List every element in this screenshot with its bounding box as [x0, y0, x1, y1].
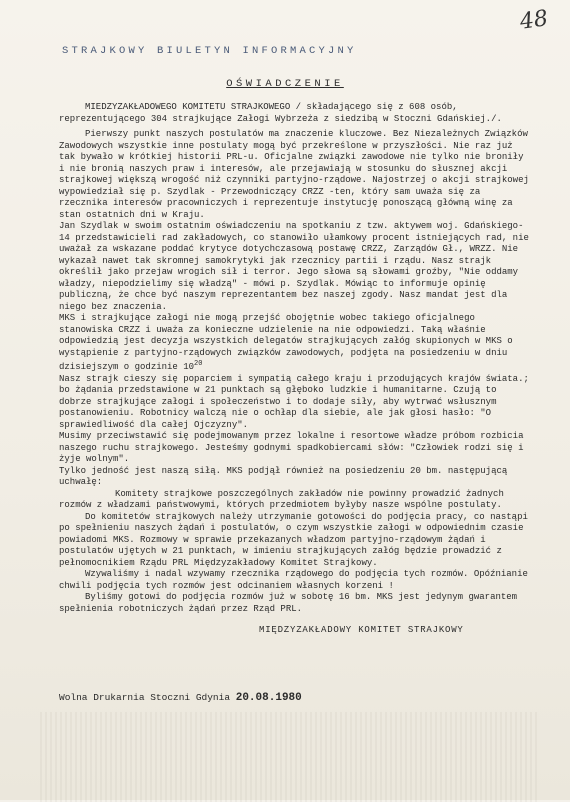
handwritten-page-number: 48: [518, 6, 550, 35]
paragraph-resolution-1: Komitety strajkowe poszczególnych zakładów nie powinny prowadzić żadnych rozmów z władzami państwowymi, których przedmiotem byłyby nasze wspólne postulaty.: [59, 488, 504, 510]
signature: MIĘDZYZAKŁADOWY KOMITET STRAJKOWY: [259, 625, 464, 635]
paragraph-intro: MIEDZYZAKŁADOWEGO KOMITETU STRAJKOWEGO / składającego się z 608 osób, reprezentującego 304 strajkujące Załogi Wybrzeża z siedzibą w Stoczni Gdańskiej./.: [59, 102, 502, 124]
document-date: 20.08.1980: [235, 692, 302, 704]
paragraph-call: Wzywaliśmy i nadal wzywamy rzecznika rządowego do podjęcia tych rozmów. Opóźnianie chwili podjęcia tych rozmów jest odcinaniem własnych korzeni !: [59, 569, 528, 591]
statement-body: [59, 102, 529, 637]
paragraph-resolution-2: Do komitetów strajkowych należy utrzymanie gotowości do podjęcia pracy, co nastąpi po spełnieniu naszych żądań i postulatów, o czym wszystkie załogi w odpowiednim czasie powiadomi MKS. Rozmowy w sprawie przekazanych władzom partyjno-rządowym żądań i postulatów ujętych w 21 punktach, w imieniu strajkujących załóg będzie prowadzić z pełnomocnikiem Rządu PRL Międzyzakładowy Komitet Strajkowy.: [59, 511, 528, 568]
paragraph-support: Nasz strajk cieszy się poparciem i sympatią całego kraju i przodujących krajów świata.; bo żądania przedstawione w 21 punktach są głęboko ludzkie i humanitarne. Czują to dobrze strajkujące załogi i społeczeństwo i to dodaje siły, aby wytrwać wsłusznym postanowieniu. Robotnicy walczą nie o ochłap dla siebie, ale jak głosi hasło: "O sprawiedliwość dla całej Ojczyzny".: [59, 373, 529, 430]
paragraph-mks-response: [59, 313, 529, 374]
hour-superscript: 20: [194, 360, 203, 368]
footer: [59, 692, 529, 704]
paragraph-mks-response-text: MKS i strajkujące załogi nie mogą przejść obojętnie wobec takiego oficjalnego stanowiska CRZZ i uważa za konieczne udzielenie na nie odpowiedzi. Taką właśnie odpowiedzią jest decyzja wszystkich delegatów strajkujących załóg skupionych w MKS o wystąpienie z partyjno-rządowych związków zawodowych, podjęta na posiedzeniu w dniu dzisiejszym o godzinie 10: [59, 313, 513, 372]
ink-smudge: [40, 712, 540, 802]
bulletin-header: STRAJKOWY BIULETYN INFORMACYJNY: [62, 45, 357, 57]
paragraph-readiness: Byliśmy gotowi do podjęcia rozmów już w sobotę 16 bm. MKS jest jedynym gwarantem spełnienia robotniczych żądań przez Rząd PRL.: [59, 592, 518, 614]
document-title: OŚWIADCZENIE: [226, 78, 344, 90]
printer-name: Wolna Drukarnia Stoczni Gdynia: [59, 692, 231, 703]
paragraph-unity: Tylko jedność jest naszą siłą. MKS podjął również na posiedzeniu 20 bm. następującą uchwałę:: [59, 465, 508, 487]
paragraph-resist: Musimy przeciwstawić się podejmowanym przez lokalne i resortowe władze próbom rozbicia naszego ruchu strajkowego. Jesteśmy godnymi spadkobiercami słów: "Człowiek rodzi się i żyje wolnym".: [59, 431, 524, 464]
paragraph-first-point: Pierwszy punkt naszych postulatów ma znaczenie kluczowe. Bez Niezależnych Związków Zawodowych wszystkie inne postulaty mogą być przekreślone w przyszłości. Nie raz już tak bywało w krótkiej historii PRL-u. Oficjalne związki zawodowe nie tylko nie broniły i nie bronią naszych praw i interesów, ale przejawiają w stosunku do słusznej akcji strajkowej większą wrogość niż czynniki partyjno-rządowe. Najostrzej o akcji strajkowej wypowiedział się p. Szydlak - Przewodniczący CRZZ -ten, który sam uważa się za rzecznika interesów pracowniczych i reprezentuje instytucję ponoszącą główną winę za stan ostatnich dni w Kraju.: [59, 129, 529, 220]
paragraph-szydlak: Jan Szydlak w swoim ostatnim oświadczeniu na spotkaniu z tzw. aktywem woj. Gdańskiego- 14 przedstawicieli rad zakładowych, co stanowiło ułamkowy procent istniejących rad, nie uważał za wskazane poddać krytyce dotychczasową postawę CRZZ, Zarządów Gł., WRZZ. Nie wykazał nawet tak skromnej samokrytyki jak rzecznicy partii i rządu. Nasz strajk określił jako przejaw wrogich sił i terror. Jego słowa są słowami groźby, "Nie oddamy władzy, niepodzielimy się władzą" - mówi p. Szydlak. Mówiąc to informuje opinię publiczną, że chce być naszym reprezentantem bez naszej zgody. Nasz mandat jest dla niego bez znaczenia.: [59, 221, 529, 312]
